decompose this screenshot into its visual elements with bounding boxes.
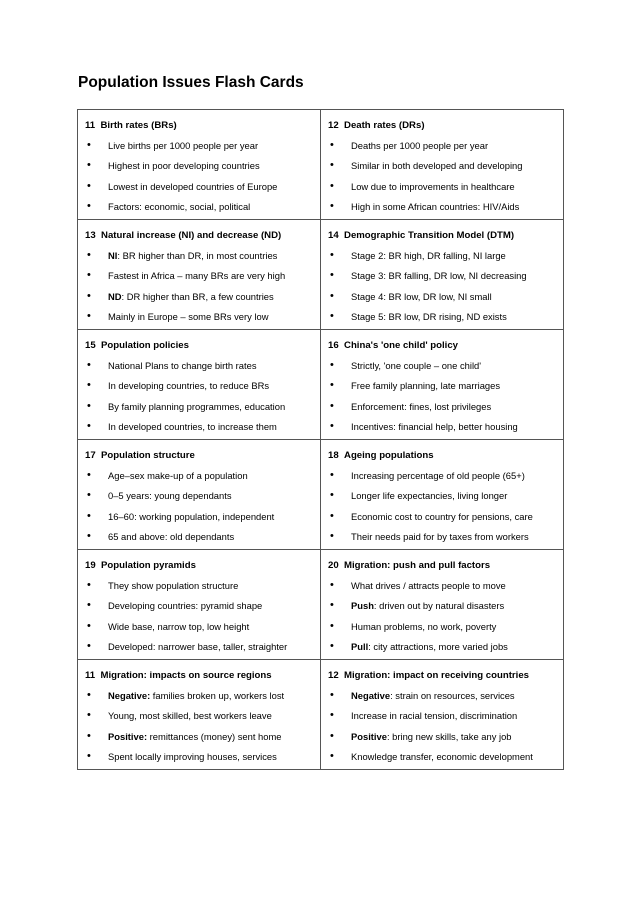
point-text: Highest in poor developing countries <box>108 160 260 172</box>
card-heading <box>328 670 563 681</box>
list-item <box>78 490 320 501</box>
point-text: Knowledge transfer, economic development <box>351 750 533 762</box>
point-text: They show population structure <box>108 580 239 591</box>
card-title: Migration: push and pull factors <box>344 560 491 571</box>
bullet-icon: • <box>87 619 91 632</box>
bullet-icon: • <box>330 599 334 612</box>
card-title: Birth rates (BRs) <box>100 120 177 131</box>
card-title: Natural increase (NI) and decrease (ND) <box>101 230 282 241</box>
list-item <box>78 690 320 701</box>
point-text: Longer life expectancies, living longer <box>351 490 508 502</box>
list-item <box>321 621 563 632</box>
card-title: Demographic Transition Model (DTM) <box>344 230 515 241</box>
card-number: 20 <box>328 560 339 571</box>
list-item <box>78 291 320 302</box>
card-number: 13 <box>85 230 96 241</box>
flash-card <box>78 660 321 770</box>
list-item <box>321 270 563 281</box>
list-item <box>321 291 563 302</box>
point-text: Young, most skilled, best workers leave <box>108 710 272 722</box>
card-title: China's 'one child' policy <box>344 340 459 351</box>
list-item <box>321 710 563 721</box>
point-text: Stage 3: BR falling, DR low, NI decreasing <box>351 270 527 282</box>
list-item <box>78 201 320 212</box>
list-item <box>321 201 563 212</box>
bullet-icon: • <box>87 709 91 722</box>
bullet-icon: • <box>330 639 334 652</box>
point-text: Age–sex make-up of a population <box>108 470 248 481</box>
point-text: By family planning programmes, education <box>108 400 286 412</box>
card-points-list <box>78 470 320 542</box>
point-text: Fastest in Africa – many BRs are very high <box>108 270 286 282</box>
point-text: 65 and above: old dependants <box>108 530 235 542</box>
bullet-icon: • <box>330 179 334 192</box>
flash-card <box>321 330 564 440</box>
card-heading <box>85 560 320 571</box>
point-text: Similar in both developed and developing <box>351 160 523 172</box>
bullet-icon: • <box>87 139 91 151</box>
list-item <box>321 751 563 762</box>
card-number: 16 <box>328 340 339 351</box>
point-text: Stage 4: BR low, DR low, NI small <box>351 290 492 302</box>
point-lead: Push <box>351 600 374 612</box>
card-number: 17 <box>85 450 96 461</box>
point-text: In developed countries, to increase them <box>108 420 277 432</box>
list-item <box>78 511 320 522</box>
point-text: Developed: narrower base, taller, straighter <box>108 640 288 652</box>
list-item <box>321 311 563 322</box>
point-text: 0–5 years: young dependants <box>108 490 232 502</box>
card-heading <box>85 230 320 241</box>
card-heading <box>85 670 320 681</box>
card-points-list <box>78 140 320 212</box>
list-item <box>321 641 563 652</box>
card-title: Population policies <box>101 340 189 351</box>
card-points-list <box>78 360 320 432</box>
point-text: Economic cost to country for pensions, care <box>351 510 533 522</box>
list-item <box>321 690 563 701</box>
list-item <box>78 731 320 742</box>
list-item <box>78 160 320 171</box>
point-text: Their needs paid for by taxes from workers <box>351 530 529 542</box>
card-title: Death rates (DRs) <box>344 120 425 131</box>
list-item <box>321 160 563 171</box>
list-item <box>321 380 563 391</box>
card-row <box>78 330 564 440</box>
point-text: Factors: economic, social, political <box>108 200 251 212</box>
bullet-icon: • <box>330 469 334 481</box>
bullet-icon: • <box>330 359 334 371</box>
bullet-icon: • <box>87 179 91 192</box>
bullet-icon: • <box>330 689 334 701</box>
bullet-icon: • <box>87 509 91 522</box>
list-item <box>78 311 320 322</box>
point-text: In developing countries, to reduce BRs <box>108 380 270 392</box>
flash-card <box>78 110 321 220</box>
card-row <box>78 550 564 660</box>
list-item <box>321 470 563 481</box>
card-heading <box>328 230 563 241</box>
bullet-icon: • <box>87 639 91 652</box>
point-text: Stage 2: BR high, DR falling, NI large <box>351 250 506 261</box>
card-number: 12 <box>328 120 339 131</box>
point-lead: Pull <box>351 640 369 652</box>
bullet-icon: • <box>330 489 334 502</box>
card-points-list <box>321 360 563 432</box>
point-text: : strain on resources, services <box>390 690 515 701</box>
flash-card <box>78 330 321 440</box>
flash-card <box>321 440 564 550</box>
list-item <box>78 531 320 542</box>
list-item <box>78 270 320 281</box>
bullet-icon: • <box>87 489 91 502</box>
bullet-icon: • <box>87 289 91 302</box>
list-item <box>321 421 563 432</box>
bullet-icon: • <box>87 729 91 742</box>
list-item <box>78 140 320 151</box>
list-item <box>321 181 563 192</box>
bullet-icon: • <box>330 139 334 151</box>
point-text: : city attractions, more varied jobs <box>368 640 508 652</box>
point-text: High in some African countries: HIV/Aids <box>351 200 520 212</box>
list-item <box>321 140 563 151</box>
bullet-icon: • <box>330 729 334 742</box>
bullet-icon: • <box>87 159 91 172</box>
bullet-icon: • <box>330 749 334 762</box>
point-text: : bring new skills, take any job <box>386 730 512 742</box>
flash-card <box>78 440 321 550</box>
list-item <box>78 250 320 261</box>
list-item <box>321 360 563 371</box>
point-text: Human problems, no work, poverty <box>351 620 497 632</box>
list-item <box>78 710 320 721</box>
bullet-icon: • <box>87 419 91 432</box>
point-text: Increasing percentage of old people (65+) <box>351 470 525 481</box>
list-item <box>321 600 563 611</box>
point-text: : BR higher than DR, in most countries <box>117 250 278 261</box>
list-item <box>321 511 563 522</box>
list-item <box>321 580 563 591</box>
point-lead: ND <box>108 290 122 302</box>
card-heading <box>85 340 320 351</box>
point-text: : DR higher than BR, a few countries <box>121 290 274 302</box>
card-heading <box>85 450 320 461</box>
card-number: 14 <box>328 230 339 241</box>
card-number: 11 <box>85 670 96 681</box>
bullet-icon: • <box>330 509 334 522</box>
card-points-list <box>321 580 563 652</box>
list-item <box>78 421 320 432</box>
list-item <box>78 380 320 391</box>
list-item <box>78 641 320 652</box>
point-lead: Positive <box>351 730 387 742</box>
bullet-icon: • <box>87 199 91 212</box>
card-row <box>78 660 564 770</box>
point-text: Incentives: financial help, better housing <box>351 420 518 432</box>
card-points-list <box>321 250 563 322</box>
flash-card <box>321 550 564 660</box>
bullet-icon: • <box>87 689 91 701</box>
flash-card <box>321 660 564 770</box>
list-item <box>78 181 320 192</box>
card-points-list <box>78 250 320 322</box>
point-text: Mainly in Europe – some BRs very low <box>108 310 269 322</box>
point-text: remittances (money) sent home <box>147 730 282 742</box>
flash-card <box>321 220 564 330</box>
bullet-icon: • <box>330 309 334 322</box>
list-item <box>321 250 563 261</box>
list-item <box>321 490 563 501</box>
flash-cards-table <box>77 109 564 770</box>
bullet-icon: • <box>330 709 334 722</box>
list-item <box>321 731 563 742</box>
point-text: Wide base, narrow top, low height <box>108 620 250 632</box>
point-text: Enforcement: fines, lost privileges <box>351 400 492 412</box>
point-text: Lowest in developed countries of Europe <box>108 180 278 192</box>
list-item <box>78 621 320 632</box>
card-title: Population pyramids <box>101 560 196 571</box>
point-text: Strictly, 'one couple – one child' <box>351 360 482 371</box>
point-text: National Plans to change birth rates <box>108 360 257 371</box>
point-lead: NI <box>108 250 118 261</box>
point-text: families broken up, workers lost <box>150 690 285 701</box>
bullet-icon: • <box>330 249 334 261</box>
point-text: Live births per 1000 people per year <box>108 140 259 151</box>
list-item <box>78 401 320 412</box>
point-text: Free family planning, late marriages <box>351 380 501 392</box>
bullet-icon: • <box>330 159 334 172</box>
card-number: 18 <box>328 450 339 461</box>
point-text: : driven out by natural disasters <box>373 600 505 612</box>
bullet-icon: • <box>330 529 334 542</box>
card-title: Population structure <box>101 450 195 461</box>
card-heading <box>328 450 563 461</box>
point-text: Developing countries: pyramid shape <box>108 600 263 612</box>
list-item <box>78 580 320 591</box>
point-lead: Positive: <box>108 730 148 742</box>
point-text: What drives / attracts people to move <box>351 580 506 591</box>
bullet-icon: • <box>87 269 91 282</box>
flash-card <box>321 110 564 220</box>
list-item <box>321 401 563 412</box>
bullet-icon: • <box>87 359 91 371</box>
card-number: 15 <box>85 340 96 351</box>
card-points-list <box>78 690 320 762</box>
card-heading <box>85 120 320 131</box>
card-row <box>78 220 564 330</box>
bullet-icon: • <box>330 379 334 392</box>
list-item <box>78 600 320 611</box>
bullet-icon: • <box>87 579 91 591</box>
bullet-icon: • <box>330 619 334 632</box>
point-text: Deaths per 1000 people per year <box>351 140 489 151</box>
card-points-list <box>78 580 320 652</box>
card-heading <box>328 340 563 351</box>
bullet-icon: • <box>87 379 91 392</box>
card-number: 11 <box>85 120 96 131</box>
list-item <box>78 470 320 481</box>
card-heading <box>328 120 563 131</box>
point-lead: Negative: <box>108 690 151 701</box>
bullet-icon: • <box>87 749 91 762</box>
card-points-list <box>321 470 563 542</box>
card-points-list <box>321 690 563 762</box>
bullet-icon: • <box>87 309 91 322</box>
bullet-icon: • <box>330 579 334 591</box>
bullet-icon: • <box>330 289 334 302</box>
point-text: 16–60: working population, independent <box>108 510 275 522</box>
point-lead: Negative <box>351 690 391 701</box>
card-title: Migration: impacts on source regions <box>100 670 272 681</box>
card-number: 12 <box>328 670 339 681</box>
list-item <box>78 360 320 371</box>
card-heading <box>328 560 563 571</box>
list-item <box>78 751 320 762</box>
card-number: 19 <box>85 560 96 571</box>
card-row <box>78 440 564 550</box>
card-row <box>78 110 564 220</box>
point-text: Stage 5: BR low, DR rising, ND exists <box>351 310 507 322</box>
flash-card <box>78 550 321 660</box>
list-item <box>321 531 563 542</box>
bullet-icon: • <box>87 529 91 542</box>
card-title: Ageing populations <box>344 450 434 461</box>
bullet-icon: • <box>87 249 91 261</box>
page-title: Population Issues Flash Cards <box>78 74 304 91</box>
flash-card <box>78 220 321 330</box>
bullet-icon: • <box>330 269 334 282</box>
bullet-icon: • <box>87 599 91 612</box>
bullet-icon: • <box>87 469 91 481</box>
point-text: Increase in racial tension, discrimination <box>351 710 518 722</box>
card-points-list <box>321 140 563 212</box>
card-title: Migration: impact on receiving countries <box>344 670 529 681</box>
point-text: Spent locally improving houses, services <box>108 750 277 762</box>
bullet-icon: • <box>330 419 334 432</box>
point-text: Low due to improvements in healthcare <box>351 180 515 192</box>
bullet-icon: • <box>330 399 334 412</box>
bullet-icon: • <box>87 399 91 412</box>
bullet-icon: • <box>330 199 334 212</box>
